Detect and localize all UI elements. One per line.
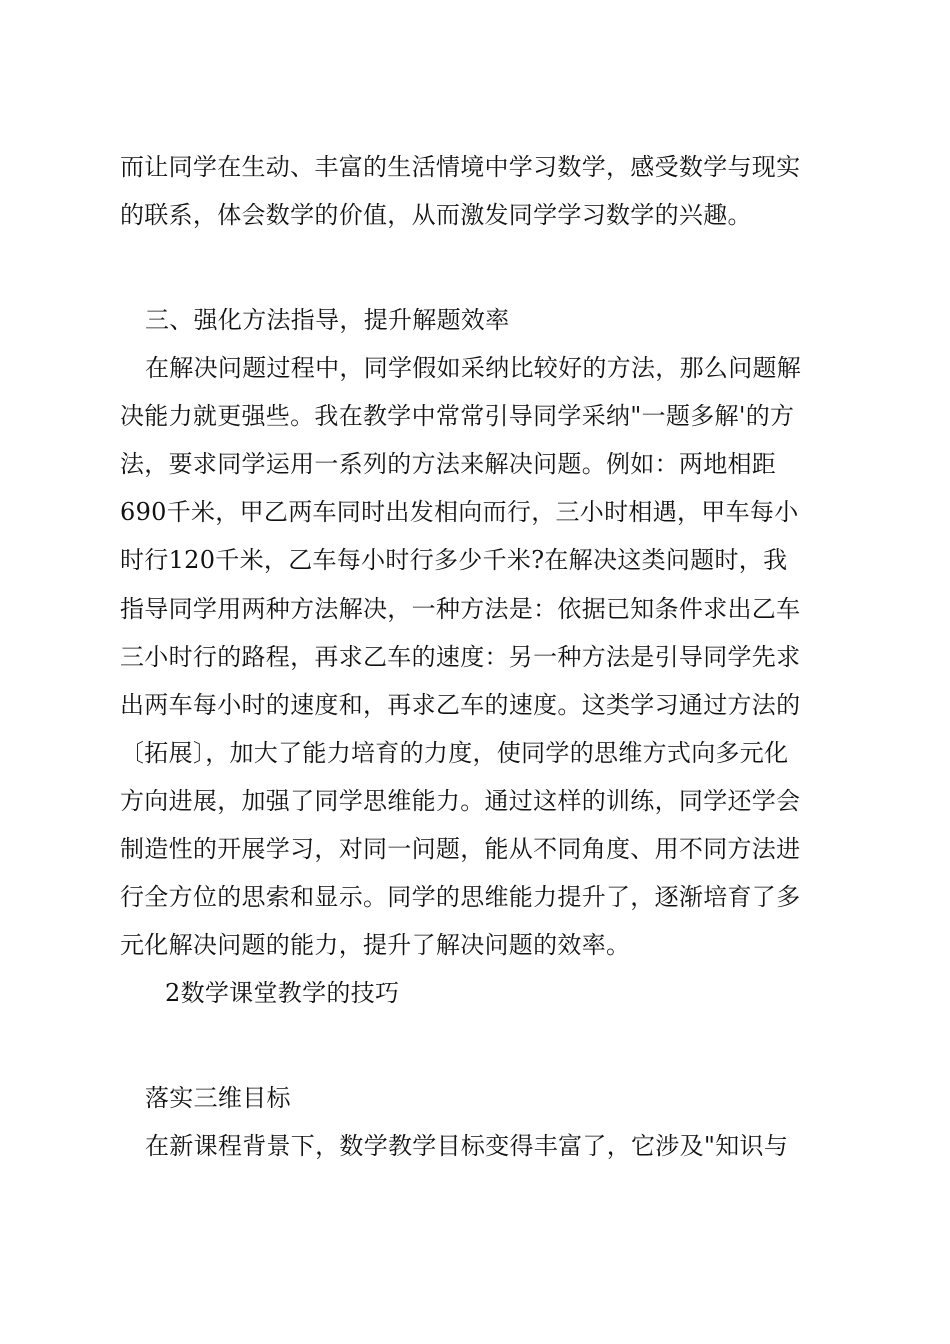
paragraph-line: 出两车每小时的速度和，再求乙车的速度。这类学习通过方法的 [120, 691, 801, 719]
subsection-heading: 落实三维目标 [145, 1084, 291, 1112]
paragraph-line: 在新课程背景下，数学教学目标变得丰富了，它涉及"知识与 [145, 1132, 789, 1160]
paragraph-line: 行全方位的思索和显示。同学的思维能力提升了，逐渐培育了多 [120, 883, 801, 911]
paragraph-line: 制造性的开展学习，对同一问题，能从不同角度、用不同方法进 [120, 835, 801, 863]
paragraph-line: 指导同学用两种方法解决，一种方法是：依据已知条件求出乙车 [120, 595, 801, 623]
paragraph-line: 三小时行的路程，再求乙车的速度：另一种方法是引导同学先求 [120, 643, 801, 671]
paragraph-line: 而让同学在生动、丰富的生活情境中学习数学，感受数学与现实 [120, 153, 801, 181]
section-title: 2数学课堂教学的技巧 [165, 979, 400, 1007]
paragraph-line: 时行120千米，乙车每小时行多少千米?在解决这类问题时，我 [120, 546, 788, 574]
paragraph-line: 的联系，体会数学的价值，从而激发同学学习数学的兴趣。 [120, 201, 752, 229]
paragraph-line: 方向进展，加强了同学思维能力。通过这样的训练，同学还学会 [120, 787, 801, 815]
paragraph-line: 690千米，甲乙两车同时出发相向而行，三小时相遇，甲车每小 [120, 498, 799, 526]
paragraph-line: 在解决问题过程中，同学假如采纳比较好的方法，那么问题解 [145, 354, 802, 382]
paragraph-line: 决能力就更强些。我在教学中常常引导同学采纳"一题多解'的方 [120, 402, 795, 430]
paragraph-line: 元化解决问题的能力，提升了解决问题的效率。 [120, 931, 631, 959]
paragraph-line: 法，要求同学运用一系列的方法来解决问题。例如：两地相距 [120, 450, 777, 478]
paragraph-line: 〔拓展〕，加大了能力培育的力度，使同学的思维方式向多元化 [120, 739, 789, 767]
section-heading: 三、强化方法指导，提升解题效率 [145, 306, 510, 334]
